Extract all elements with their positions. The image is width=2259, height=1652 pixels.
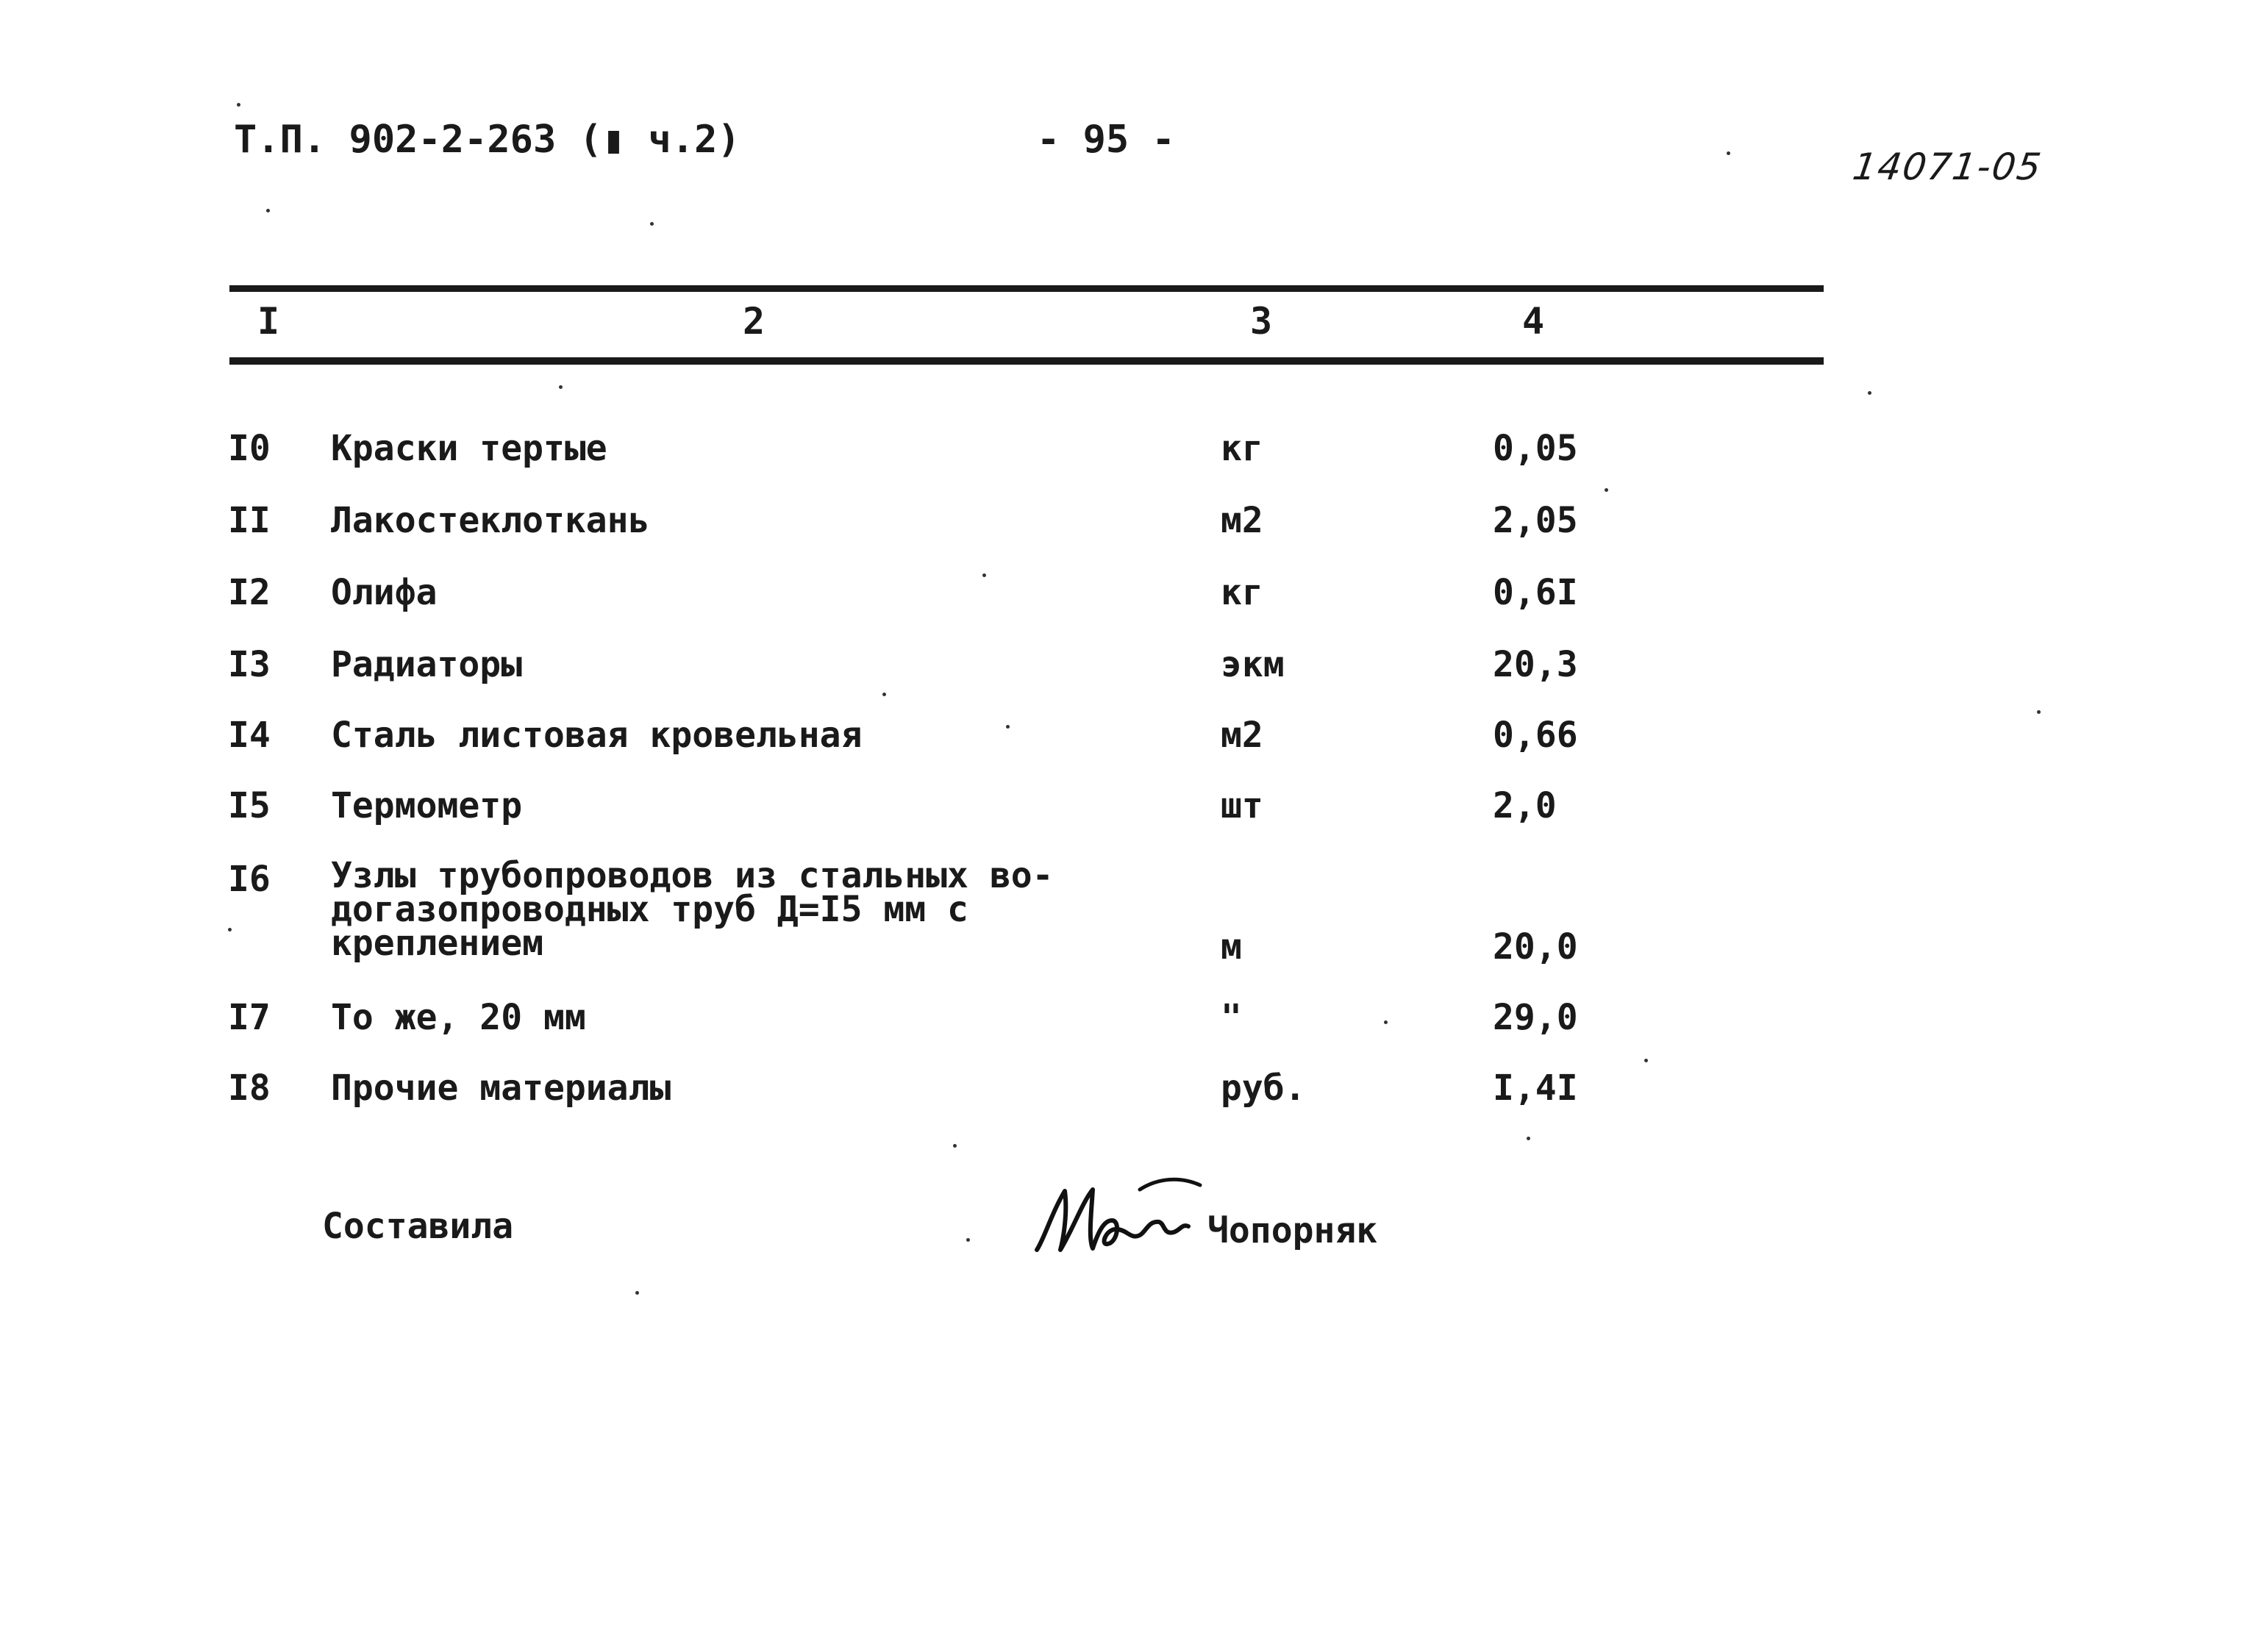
scan-speck	[953, 1144, 957, 1148]
quantity: 20,3	[1493, 644, 1578, 685]
compiled-by-label: Составила	[322, 1206, 514, 1247]
scan-speck	[1527, 1137, 1530, 1140]
table-row	[0, 428, 2259, 498]
material-name-line: креплением	[331, 923, 543, 964]
scan-speck	[1644, 1059, 1648, 1062]
quantity: 0,66	[1493, 715, 1578, 756]
column-header-2: 2	[743, 300, 766, 343]
row-number: I8	[228, 1068, 271, 1109]
unit: м	[1221, 926, 1242, 968]
scan-speck	[1384, 1020, 1388, 1024]
material-name: Прочие материалы	[331, 1068, 671, 1109]
row-number: II	[228, 500, 271, 541]
table-row	[0, 644, 2259, 715]
material-name: Сталь листовая кровельная	[331, 715, 863, 756]
page-number: - 95 -	[1037, 118, 1175, 162]
handwritten-signature	[1029, 1169, 1206, 1265]
table-row	[0, 715, 2259, 785]
quantity: I,4I	[1493, 1068, 1578, 1109]
table-row	[0, 785, 2259, 856]
table-header-rule	[229, 357, 1824, 365]
scan-speck	[1868, 391, 1871, 395]
scan-speck	[266, 209, 270, 212]
scan-speck	[882, 693, 886, 696]
unit: шт	[1221, 785, 1263, 826]
material-name: Лакостеклоткань	[331, 500, 650, 541]
material-name: То же, 20 мм	[331, 997, 586, 1038]
row-number: I7	[228, 997, 271, 1038]
unit: экм	[1221, 644, 1285, 685]
signer-name: Чопорняк	[1207, 1210, 1378, 1251]
row-number: I2	[228, 572, 271, 613]
row-number: I3	[228, 644, 271, 685]
row-number: I5	[228, 785, 271, 826]
column-header-4: 4	[1522, 300, 1545, 343]
quantity: 2,05	[1493, 500, 1578, 541]
material-name-line: догазопроводных труб Д=I5 мм с	[331, 889, 968, 930]
scan-speck	[650, 222, 654, 226]
table-top-rule	[229, 285, 1824, 292]
row-number: I0	[228, 428, 271, 469]
material-name: Радиаторы	[331, 644, 523, 685]
row-number: I6	[228, 859, 271, 900]
column-header-3: 3	[1250, 300, 1273, 343]
table-row	[0, 500, 2259, 571]
scan-speck	[237, 103, 240, 107]
quantity: 2,0	[1493, 785, 1557, 826]
material-name: Краски тертые	[331, 428, 607, 469]
material-name-line: Узлы трубопроводов из стальных во-	[331, 855, 1054, 896]
scan-speck	[966, 1238, 970, 1242]
material-name: Термометр	[331, 785, 523, 826]
row-number: I4	[228, 715, 271, 756]
scan-speck	[635, 1291, 639, 1295]
unit: кг	[1221, 572, 1263, 613]
table-row	[0, 997, 2259, 1068]
column-header-1: I	[257, 300, 280, 343]
unit: руб.	[1221, 1068, 1306, 1109]
unit: м2	[1221, 500, 1263, 541]
scan-speck	[228, 928, 232, 932]
scan-speck	[982, 573, 986, 577]
quantity: 0,05	[1493, 428, 1578, 469]
table-row	[0, 855, 2259, 984]
unit: кг	[1221, 428, 1263, 469]
quantity: 20,0	[1493, 926, 1578, 968]
scan-speck	[1727, 151, 1730, 155]
table-row	[0, 1068, 2259, 1138]
material-name: Олифа	[331, 572, 438, 613]
scan-speck	[1006, 725, 1010, 729]
scan-speck	[559, 385, 563, 389]
document-code: Т.П. 902-2-263 (▮ ч.2)	[234, 118, 740, 162]
quantity: 29,0	[1493, 997, 1578, 1038]
quantity: 0,6I	[1493, 572, 1578, 613]
material-name	[331, 855, 1054, 964]
table-row	[0, 572, 2259, 643]
unit: "	[1221, 997, 1242, 1038]
scan-speck	[1605, 488, 1608, 492]
inventory-number: 14071-05	[1849, 146, 2045, 188]
unit: м2	[1221, 715, 1263, 756]
scan-speck	[2037, 710, 2041, 714]
